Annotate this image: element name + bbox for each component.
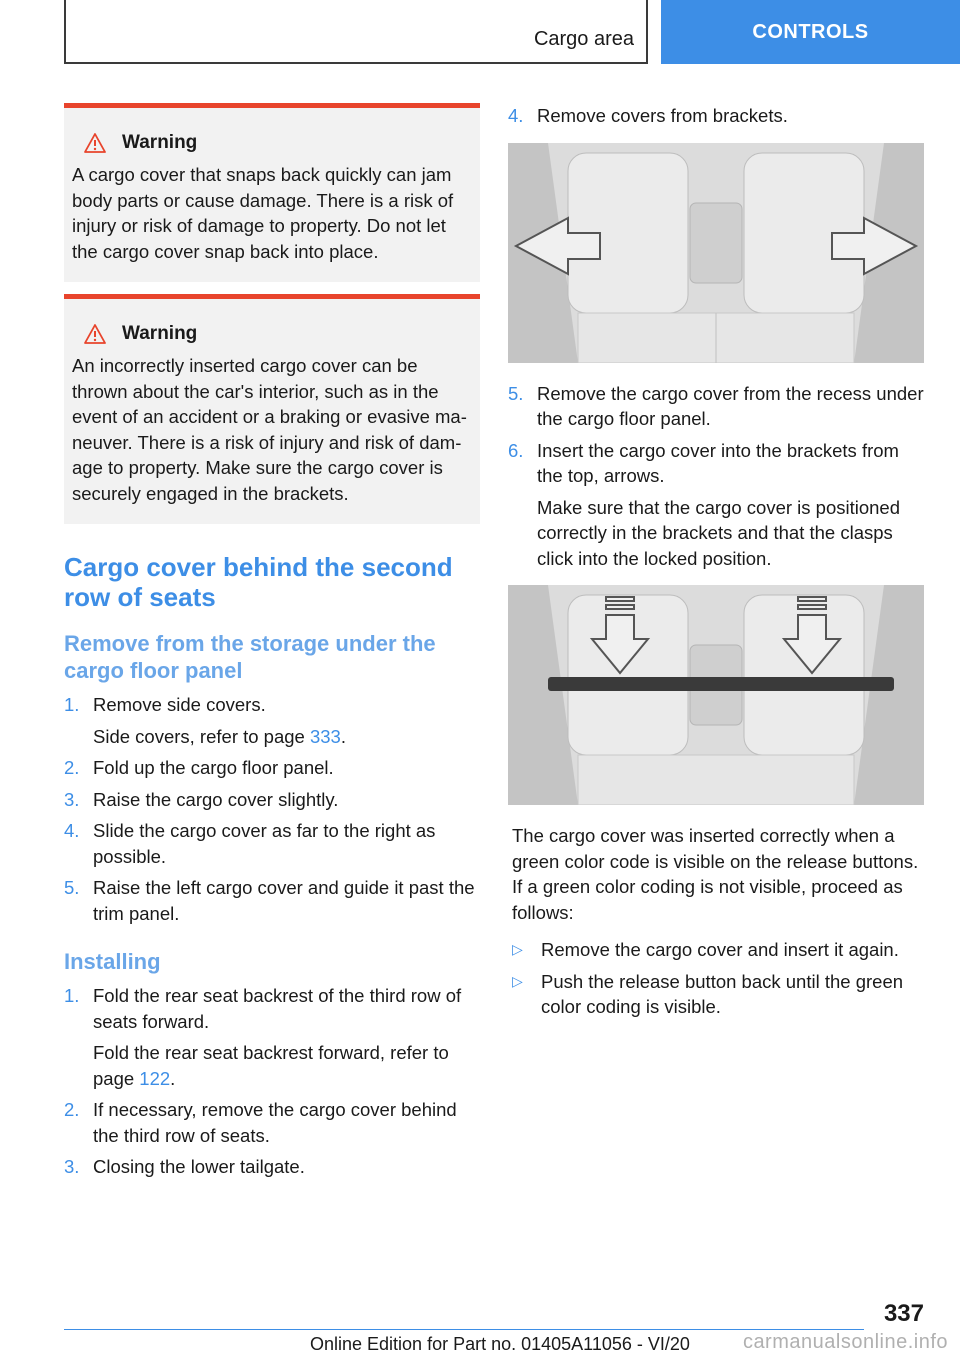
list-item	[508, 103, 924, 129]
step-number: 5.	[64, 877, 80, 898]
note-text: Fold the rear seat backrest forward, refer to page	[93, 1042, 449, 1089]
step-number: 4.	[508, 105, 524, 126]
remove-steps	[64, 692, 480, 926]
step-number: 1.	[64, 985, 80, 1006]
footer-edition: Online Edition for Part no. 01405A11056 - VI/20	[310, 1334, 690, 1354]
step-text: Raise the left cargo cover and guide it past the trim panel.	[93, 877, 475, 924]
triangle-bullet-icon: ▷	[512, 972, 523, 989]
step-number: 3.	[64, 1156, 80, 1177]
note-suffix: .	[170, 1067, 176, 1089]
page-number: 337	[883, 1300, 924, 1327]
subsection-heading-remove: Remove from the storage under the cargo floor panel	[64, 631, 436, 683]
warning-triangle-icon	[84, 324, 106, 344]
step-text: Raise the cargo cover slightly.	[93, 788, 339, 810]
list-item	[64, 875, 480, 926]
cargo-area-photo-brackets	[508, 585, 924, 805]
step-number: 2.	[64, 1099, 80, 1120]
step-number: 1.	[64, 694, 80, 715]
right-steps-b	[508, 381, 924, 572]
paragraph-text: The cargo cover was inserted correctly when a green color code is visible on the release buttons. If a green color coding is not visible, proceed as follows:	[512, 825, 919, 923]
install-steps	[64, 983, 480, 1180]
footer-divider	[64, 1329, 864, 1330]
subsection-heading-installing: Installing	[64, 949, 161, 974]
header-frame	[64, 0, 648, 64]
note-suffix: .	[340, 725, 346, 747]
step-number: 6.	[508, 439, 524, 461]
triangle-bullet-icon: ▷	[512, 941, 523, 957]
note-text: Side covers, refer to page	[93, 725, 310, 747]
bullet-list	[508, 937, 924, 1020]
right-steps-a	[508, 103, 924, 129]
step-note	[93, 1040, 480, 1091]
step-text: Remove side covers.	[93, 694, 266, 715]
watermark: carmanualsonline.info	[742, 1331, 948, 1353]
left-column	[64, 103, 480, 1186]
right-column	[508, 103, 924, 1026]
list-item	[64, 983, 480, 1091]
step-text: Fold the rear seat backrest of the third row of seats forward.	[93, 985, 462, 1032]
warning-header	[84, 323, 472, 345]
step-text: Remove covers from brackets.	[537, 105, 788, 126]
section-title: Cargo area	[533, 28, 634, 50]
warning-text: A cargo cover that snaps back quickly can jam body parts or cause damage. There is a risk of injury or risk of damage to property. Do not let the cargo cover snap back into place.	[72, 164, 454, 262]
step-number: 3.	[64, 788, 80, 810]
step-text: If necessary, remove the cargo cover behind the third row of seats.	[93, 1099, 457, 1146]
step-number: 5.	[508, 382, 524, 404]
step-number: 4.	[64, 820, 80, 841]
step-note	[93, 724, 480, 750]
warning-triangle-icon	[84, 133, 106, 153]
page-link[interactable]: 333	[309, 725, 341, 747]
list-item	[64, 692, 480, 749]
page-link[interactable]: 122	[139, 1067, 171, 1089]
cargo-area-photo-covers	[508, 143, 924, 363]
list-item	[508, 381, 924, 432]
list-item	[508, 969, 924, 1020]
bullet-text: Push the release button back until the green color coding is visible.	[541, 970, 904, 1017]
warning-title: Warning	[122, 132, 198, 153]
step-text: Closing the lower tailgate.	[93, 1156, 305, 1177]
list-item	[508, 438, 924, 572]
list-item	[64, 818, 480, 869]
step-text: Fold up the cargo floor panel.	[93, 757, 334, 778]
list-item	[508, 937, 924, 963]
list-item	[64, 787, 480, 813]
list-item	[64, 1154, 480, 1180]
warning-header	[84, 132, 472, 154]
warning-text: An incorrectly inserted cargo cover can be thrown about the car's interior, such as in the event of an accident or a braking or evasive maneuver. There is a risk of injury and risk of damage to property. Make sure the cargo cover is securely engaged in the brackets.	[72, 355, 467, 504]
section-heading: Cargo cover behind the second row of seats	[64, 552, 453, 612]
warning-box	[64, 103, 480, 282]
step-text: Remove the cargo cover from the recess under the cargo floor panel.	[537, 382, 924, 429]
chapter-tab[interactable]: CONTROLS	[661, 0, 960, 64]
step-text: Insert the cargo cover into the brackets from the top, arrows.	[537, 439, 899, 486]
step-note: Make sure that the cargo cover is positioned correctly in the brackets and that the clasps click into the locked position.	[537, 496, 900, 569]
warning-title: Warning	[122, 323, 198, 344]
step-number: 2.	[64, 757, 80, 778]
step-text: Slide the cargo cover as far to the right as possible.	[93, 820, 436, 867]
bullet-text: Remove the cargo cover and insert it again.	[541, 939, 899, 960]
list-item	[64, 1097, 480, 1148]
warning-box	[64, 294, 480, 524]
list-item	[64, 755, 480, 781]
cargo-cover-bar	[548, 677, 894, 691]
